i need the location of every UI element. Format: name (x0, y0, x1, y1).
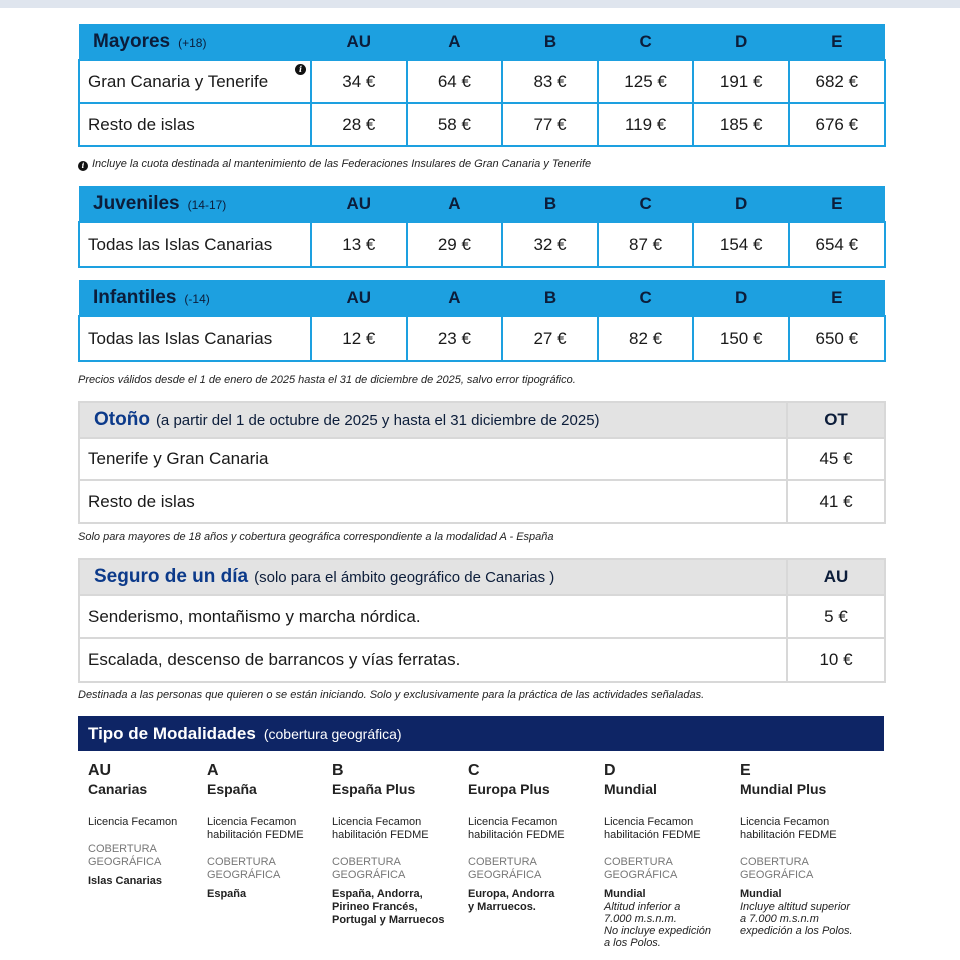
license-line: Licencia Fecamon (332, 816, 422, 828)
federation-note (78, 158, 591, 171)
column-header: AU (311, 186, 407, 222)
license-line: Licencia Fecamon (88, 816, 178, 828)
license-line: Licencia Fecamon (604, 816, 694, 828)
column-header: B (502, 186, 598, 222)
price-cell: 41 € (787, 480, 885, 523)
price-cell: 12 € (311, 316, 407, 361)
modality-license (88, 816, 177, 829)
federation-note-text: Incluye la cuota destinada al mantenimiento de las Federaciones Insulares de Gran Canaria y Tenerife (92, 158, 592, 170)
coverage-area (604, 888, 711, 901)
license-line: Licencia Fecamon (207, 816, 297, 828)
price-cell: 23 € (407, 316, 503, 361)
table-header (79, 280, 885, 316)
column-header: C (598, 280, 694, 316)
license-line: Licencia Fecamon (740, 816, 830, 828)
price-cell: 676 € (789, 103, 885, 146)
area-line: Islas Canarias (88, 875, 162, 887)
price-cell: 45 € (787, 438, 885, 480)
coverage-area (332, 888, 444, 927)
coverage-label-line: GEOGRÁFICA (88, 856, 162, 868)
column-header: A (407, 186, 503, 222)
one-day-table (78, 558, 886, 683)
column-header: D (693, 186, 789, 222)
price-cell: 82 € (598, 316, 694, 361)
modalities-subtitle: (cobertura geográfica) (263, 726, 402, 742)
row-label: Todas las Islas Canarias (79, 316, 311, 361)
info-icon: i (78, 161, 88, 171)
modality-code: D (604, 762, 616, 779)
area-line: Mundial (604, 888, 646, 900)
price-cell: 191 € (693, 60, 789, 103)
table-row (79, 638, 885, 682)
modalities-title: Tipo de Modalidades (88, 724, 256, 743)
table-row (79, 60, 885, 103)
area-line: Portugal y Marruecos (332, 914, 445, 926)
one-day-note: Destinada a las personas que quieren o se están iniciando. Solo y exclusivamente para la práctica de las actividades señaladas. (78, 689, 705, 701)
row-label-cell (79, 60, 311, 103)
price-cell: 13 € (311, 222, 407, 267)
category-age: (+18) (178, 35, 207, 50)
modality-name: Canarias (88, 781, 148, 797)
price-cell: 58 € (407, 103, 503, 146)
table-row (79, 480, 885, 523)
table-header (79, 24, 885, 60)
column-header: A (407, 280, 503, 316)
price-cell: 5 € (787, 595, 885, 638)
rates-table-infantiles (78, 280, 886, 362)
price-cell: 154 € (693, 222, 789, 267)
coverage-label-line: COBERTURA (468, 856, 537, 868)
license-line: habilitación FEDME (332, 829, 429, 841)
autumn-note: Solo para mayores de 18 años y cobertura geográfica correspondiente a la modalidad A - España (78, 531, 554, 543)
category-heading (79, 280, 311, 316)
price-cell: 34 € (311, 60, 407, 103)
modality-code: C (468, 762, 480, 779)
modality-code: B (332, 762, 344, 779)
info-icon: i (295, 64, 306, 75)
column-header: E (789, 186, 885, 222)
price-cell: 87 € (598, 222, 694, 267)
validity-note: Precios válidos desde el 1 de enero de 2025 hasta el 31 de diciembre de 2025, salvo error tipográfico. (78, 374, 576, 386)
coverage-area (468, 888, 565, 914)
rates-table-juveniles (78, 186, 886, 268)
price-cell: 119 € (598, 103, 694, 146)
price-cell: 83 € (502, 60, 598, 103)
coverage-label-line: COBERTURA (88, 843, 157, 855)
coverage-label (740, 856, 853, 882)
column-header: B (502, 24, 598, 60)
modality-license (604, 816, 711, 842)
coverage-extra (604, 901, 711, 949)
column-header: C (598, 24, 694, 60)
area-line: España, Andorra, (332, 888, 423, 900)
one-day-subtitle: (solo para el ámbito geográfico de Canarias ) (254, 569, 555, 586)
area-line: España (207, 888, 247, 900)
modality-d (604, 762, 711, 949)
price-cell: 150 € (693, 316, 789, 361)
table-header (79, 186, 885, 222)
coverage-label-line: GEOGRÁFICA (604, 869, 678, 881)
extra-line: a 7.000 m.s.n.m (740, 913, 819, 925)
price-cell: 682 € (789, 60, 885, 103)
table-row (79, 222, 885, 267)
price-cell: 32 € (502, 222, 598, 267)
table-row (79, 438, 885, 480)
coverage-extra (740, 901, 853, 937)
area-line: y Marruecos. (468, 901, 536, 913)
area-line: Mundial (740, 888, 782, 900)
one-day-name: Seguro de un día (94, 566, 249, 587)
extra-line: a los Polos. (604, 937, 661, 949)
column-header: AU (311, 24, 407, 60)
coverage-label (88, 843, 177, 869)
area-line: Europa, Andorra (468, 888, 555, 900)
modality-name: Mundial Plus (740, 781, 827, 797)
license-line: habilitación FEDME (468, 829, 565, 841)
category-name: Juveniles (93, 192, 180, 214)
price-cell: 28 € (311, 103, 407, 146)
coverage-label-line: COBERTURA (207, 856, 276, 868)
price-cell: 10 € (787, 638, 885, 682)
column-header: AU (787, 559, 885, 595)
modality-license (207, 816, 304, 842)
column-header: A (407, 24, 503, 60)
table-header (79, 402, 885, 438)
column-header: D (693, 24, 789, 60)
license-line: Licencia Fecamon (468, 816, 558, 828)
coverage-label-line: GEOGRÁFICA (332, 869, 406, 881)
column-header: AU (311, 280, 407, 316)
autumn-heading (79, 402, 787, 438)
modality-e (740, 762, 853, 937)
extra-line: Incluye altitud superior (740, 901, 851, 913)
coverage-label-line: GEOGRÁFICA (468, 869, 542, 881)
coverage-label (207, 856, 304, 882)
extra-line: No incluye expedición (604, 925, 712, 937)
license-line: habilitación FEDME (740, 829, 837, 841)
price-cell: 29 € (407, 222, 503, 267)
top-bar (0, 0, 960, 8)
modality-license (468, 816, 565, 842)
coverage-label (604, 856, 711, 882)
row-label: Gran Canaria y Tenerife (88, 71, 269, 91)
modality-au (88, 762, 177, 888)
price-cell: 185 € (693, 103, 789, 146)
column-header: E (789, 24, 885, 60)
modality-b (332, 762, 444, 927)
row-label: Tenerife y Gran Canaria (79, 438, 787, 480)
category-name: Mayores (93, 30, 171, 52)
price-cell: 64 € (407, 60, 503, 103)
row-label: Resto de islas (79, 103, 311, 146)
modality-license (740, 816, 853, 842)
column-header: E (789, 280, 885, 316)
price-cell: 654 € (789, 222, 885, 267)
modality-name: Mundial (604, 781, 657, 797)
row-label: Senderismo, montañismo y marcha nórdica. (79, 595, 787, 638)
modality-c (468, 762, 565, 914)
price-cell: 27 € (502, 316, 598, 361)
row-label: Resto de islas (79, 480, 787, 523)
price-cell: 77 € (502, 103, 598, 146)
coverage-label (332, 856, 444, 882)
modality-a (207, 762, 304, 901)
license-line: habilitación FEDME (207, 829, 304, 841)
price-cell: 125 € (598, 60, 694, 103)
coverage-label (468, 856, 565, 882)
category-age: (14-17) (187, 197, 227, 212)
modality-license (332, 816, 444, 842)
table-row (79, 595, 885, 638)
modality-code: A (207, 762, 219, 779)
category-heading (79, 24, 311, 60)
modality-code: E (740, 762, 751, 779)
area-line: Pirineo Francés, (332, 901, 418, 913)
modality-name: España Plus (332, 781, 416, 797)
autumn-subtitle: (a partir del 1 de octubre de 2025 y hasta el 31 diciembre de 2025) (155, 412, 600, 429)
coverage-label-line: COBERTURA (604, 856, 673, 868)
coverage-area (740, 888, 853, 901)
coverage-area (207, 888, 304, 901)
coverage-area (88, 875, 177, 888)
category-name: Infantiles (93, 286, 177, 308)
column-header: OT (787, 402, 885, 438)
extra-line: expedición a los Polos. (740, 925, 853, 937)
autumn-name: Otoño (94, 409, 150, 430)
extra-line: 7.000 m.s.n.m. (604, 913, 677, 925)
column-header: B (502, 280, 598, 316)
table-header (79, 559, 885, 595)
table-row (79, 103, 885, 146)
category-heading (79, 186, 311, 222)
modality-name: España (207, 781, 257, 797)
modality-code: AU (88, 762, 112, 779)
column-header: D (693, 280, 789, 316)
price-cell: 650 € (789, 316, 885, 361)
coverage-label-line: GEOGRÁFICA (740, 869, 814, 881)
category-age: (-14) (184, 291, 210, 306)
column-header: C (598, 186, 694, 222)
extra-line: Altitud inferior a (604, 901, 681, 913)
modalities-header (78, 716, 884, 751)
autumn-table (78, 401, 886, 524)
rates-table-mayores (78, 24, 886, 147)
row-label: Todas las Islas Canarias (79, 222, 311, 267)
modality-name: Europa Plus (468, 781, 550, 797)
coverage-label-line: COBERTURA (332, 856, 401, 868)
coverage-label-line: GEOGRÁFICA (207, 869, 281, 881)
one-day-heading (79, 559, 787, 595)
coverage-label-line: COBERTURA (740, 856, 809, 868)
table-row (79, 316, 885, 361)
row-label: Escalada, descenso de barrancos y vías ferratas. (79, 638, 787, 682)
license-line: habilitación FEDME (604, 829, 701, 841)
